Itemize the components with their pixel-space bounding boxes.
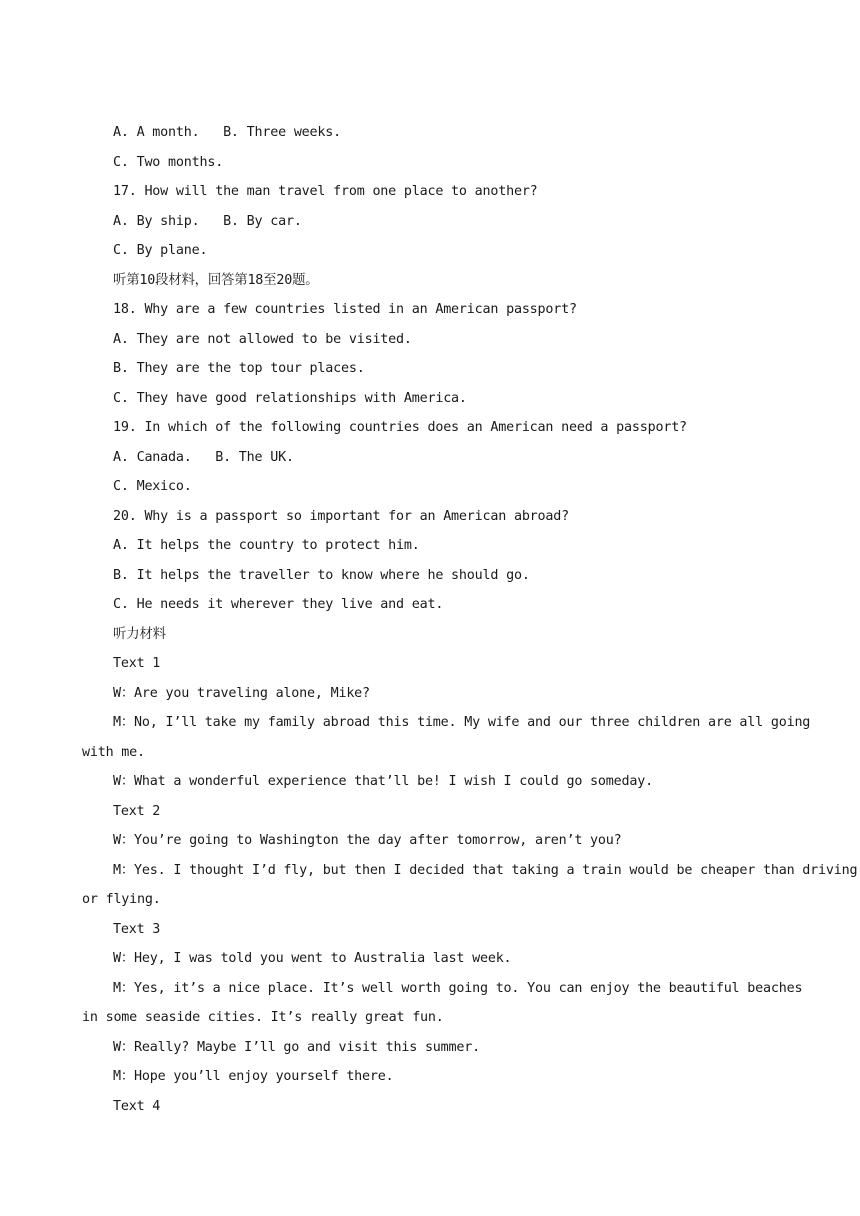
q16-option-c: C. Two months.	[113, 155, 224, 170]
text1-line3: W：What a wonderful experience that’ll be! I wish I could go someday.	[113, 774, 653, 789]
q20-question: 20. Why is a passport so important for an American abroad?	[113, 509, 569, 524]
transcript-heading: 听力材料	[113, 627, 166, 642]
text3-line1: W：Hey, I was told you went to Australia last week.	[113, 951, 512, 966]
text3-line2: M：Yes, it’s a nice place. It’s well worth going to. You can enjoy the beautiful beaches	[113, 981, 803, 996]
text4-label: Text 4	[113, 1099, 161, 1114]
q17-options-ab: A. By ship. B. By car.	[113, 214, 302, 229]
text3-label: Text 3	[113, 922, 161, 937]
text2-line2: M：Yes. I thought I’d fly, but then I decided that taking a train would be cheaper than driving	[113, 863, 858, 878]
text3-line3: W：Really? Maybe I’ll go and visit this summer.	[113, 1040, 480, 1055]
q16-options-ab: A. A month. B. Three weeks.	[113, 125, 341, 140]
q17-option-c: C. By plane.	[113, 243, 208, 258]
q20-option-c: C. He needs it wherever they live and eat.	[113, 597, 444, 612]
text2-line2-cont: or flying.	[82, 892, 161, 907]
section-instruction: 听第10段材料，回答第18至20题。	[113, 273, 319, 288]
q18-question: 18. Why are a few countries listed in an American passport?	[113, 302, 577, 317]
text1-line2: M：No, I’ll take my family abroad this time. My wife and our three children are all going	[113, 715, 811, 730]
q18-option-c: C. They have good relationships with America.	[113, 391, 467, 406]
q18-option-b: B. They are the top tour places.	[113, 361, 365, 376]
q20-option-b: B. It helps the traveller to know where he should go.	[113, 568, 530, 583]
q19-question: 19. In which of the following countries does an American need a passport?	[113, 420, 687, 435]
q17-question: 17. How will the man travel from one place to another?	[113, 184, 538, 199]
q19-options-ab: A. Canada. B. The UK.	[113, 450, 294, 465]
q18-option-a: A. They are not allowed to be visited.	[113, 332, 412, 347]
text3-line2-cont: in some seaside cities. It’s really great fun.	[82, 1010, 444, 1025]
text2-line1: W：You’re going to Washington the day after tomorrow, aren’t you?	[113, 833, 622, 848]
text1-label: Text 1	[113, 656, 161, 671]
text3-line4: M：Hope you’ll enjoy yourself there.	[113, 1069, 394, 1084]
text1-line2-cont: with me.	[82, 745, 145, 760]
q19-option-c: C. Mexico.	[113, 479, 192, 494]
text1-line1: W：Are you traveling alone, Mike?	[113, 686, 370, 701]
text2-label: Text 2	[113, 804, 161, 819]
q20-option-a: A. It helps the country to protect him.	[113, 538, 420, 553]
